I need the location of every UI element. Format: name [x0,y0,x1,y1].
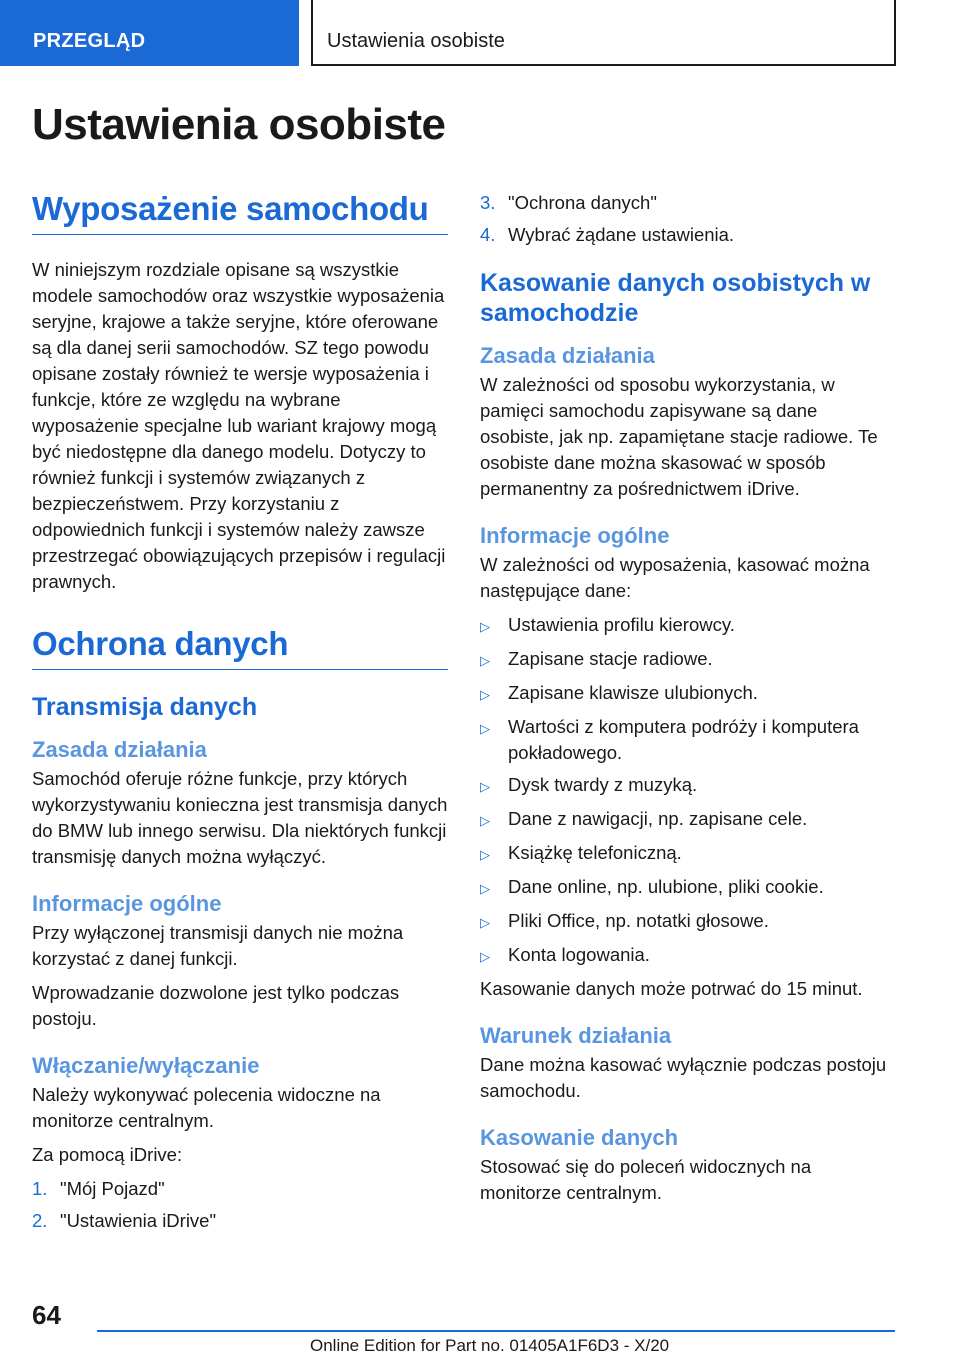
list-item: ▷ Książkę telefoniczną. [480,840,896,868]
list-item: ▷ Wartości z komputera podróży i komputera pokładowego. [480,714,896,766]
step-text: "Mój Pojazd" [60,1178,165,1199]
paragraph-general-info-2: Wprowadzanie dozwolone jest tylko podczas postoju. [32,982,400,1029]
heading-condition: Warunek działania [480,1023,672,1048]
heading-principle-right: Zasada działania [480,343,655,368]
paragraph-delete-data: Stosować się do poleceń widocznych na monitorze centralnym. [480,1156,812,1203]
footer-edition: Online Edition for Part no. 01405A1F6D3 - X/20 [310,1336,670,1355]
triangle-bullet-icon: ▷ [480,619,490,634]
paragraph-delete-time: Kasowanie danych może potrwać do 15 minut. [480,978,863,999]
triangle-bullet-icon: ▷ [480,721,490,736]
list-item [32,1176,448,1202]
page-number: 64 [32,1300,61,1330]
triangle-bullet-icon: ▷ [480,915,490,930]
paragraph-general-info-right: W zależności od wyposażenia, kasować można następujące dane: [480,554,870,601]
list-item [32,1208,448,1234]
list-item: ▷ Dane z nawigacji, np. zapisane cele. [480,806,896,834]
steps-list-right [480,190,896,248]
list-item: ▷ Ustawienia profilu kierowcy. [480,612,896,640]
heading-general-info: Informacje ogólne [32,891,222,916]
step-text: "Ochrona danych" [508,192,657,213]
page-header [0,0,960,66]
list-item [480,222,896,248]
paragraph-condition: Dane można kasować wyłącznie podczas postoju samochodu. [480,1054,887,1101]
right-column [480,190,896,1214]
triangle-bullet-icon: ▷ [480,881,490,896]
step-number: 2. [32,1210,48,1231]
paragraph-on-off-1: Należy wykonywać polecenia widoczne na monitorze centralnym. [32,1084,381,1131]
triangle-bullet-icon: ▷ [480,813,490,828]
step-number: 4. [480,224,496,245]
footer-divider [97,1330,895,1332]
heading-general-info-right: Informacje ogólne [480,523,670,548]
chapter-tab[interactable]: Ustawienia osobiste [311,0,896,66]
list-item: ▷ Pliki Office, np. notatki głosowe. [480,908,896,936]
list-item: ▷ Konta logowania. [480,942,896,970]
paragraph-on-off-2: Za pomocą iDrive: [32,1144,183,1165]
step-text: Wybrać żądane ustawienia. [508,224,735,245]
step-number: 1. [32,1178,48,1199]
heading-principle: Zasada działania [32,737,207,762]
paragraph-principle-right: W zależności od sposobu wykorzystania, w pamięci samochodu zapisywane są dane osobiste, jak np. zapamiętane stacje radiowe. Te osobiste dane można skasować w sposób permanentny za pośrednictwem iDrive. [480,374,878,499]
heading-data-transmission: Transmisja danych [32,693,258,721]
list-item: ▷ Dysk twardy z muzyką. [480,772,896,800]
triangle-bullet-icon: ▷ [480,687,490,702]
list-item: ▷ Dane online, np. ulubione, pliki cookie. [480,874,896,902]
list-item: ▷ Zapisane klawisze ulubionych. [480,680,896,708]
list-item: ▷ Zapisane stacje radiowe. [480,646,896,674]
heading-delete-data: Kasowanie danych [480,1125,679,1150]
deletable-data-list [480,612,896,970]
paragraph-equipment: W niniejszym rozdziale opisane są wszystkie modele samochodów oraz wszystkie wyposażenia seryjne, krajowe a także seryjne, które oferowane są dla danej serii samochodów. SZ tego powodu opisane zostały również te wersje wyposażenia i funkcje, które ze względu na wybrane wyposażenie specjalne lub wariant krajowy mogą być niedostępne dla danego modelu. Dotyczy to również funkcji i systemów związanych z bezpieczeństwem. Przy korzystaniu z odpowiednich funkcji i systemów należy zawsze przestrzegać obowiązujących przepisów i regulacji prawnych. [32,259,446,592]
section-tab[interactable]: PRZEGLĄD [0,0,299,66]
heading-on-off: Włączanie/wyłączanie [32,1053,260,1078]
left-column [32,190,448,1240]
heading-equipment: Wyposażenie samochodu [32,190,448,235]
triangle-bullet-icon: ▷ [480,847,490,862]
heading-data-protection: Ochrona danych [32,625,448,670]
step-number: 3. [480,192,496,213]
triangle-bullet-icon: ▷ [480,779,490,794]
steps-list-left [32,1176,448,1234]
step-text: "Ustawienia iDrive" [60,1210,217,1231]
list-item [480,190,896,216]
triangle-bullet-icon: ▷ [480,653,490,668]
paragraph-principle: Samochód oferuje różne funkcje, przy których wykorzystywaniu konieczna jest transmisja danych do BMW lub innego serwisu. Dla niektórych funkcji transmisję danych można wyłączyć. [32,768,448,867]
triangle-bullet-icon: ▷ [480,949,490,964]
page-title: Ustawienia osobiste [32,100,446,149]
heading-delete-personal-data: Kasowanie danych osobistych w samochodzie [480,269,871,327]
paragraph-general-info-1: Przy wyłączonej transmisji danych nie można korzystać z danej funkcji. [32,922,404,969]
